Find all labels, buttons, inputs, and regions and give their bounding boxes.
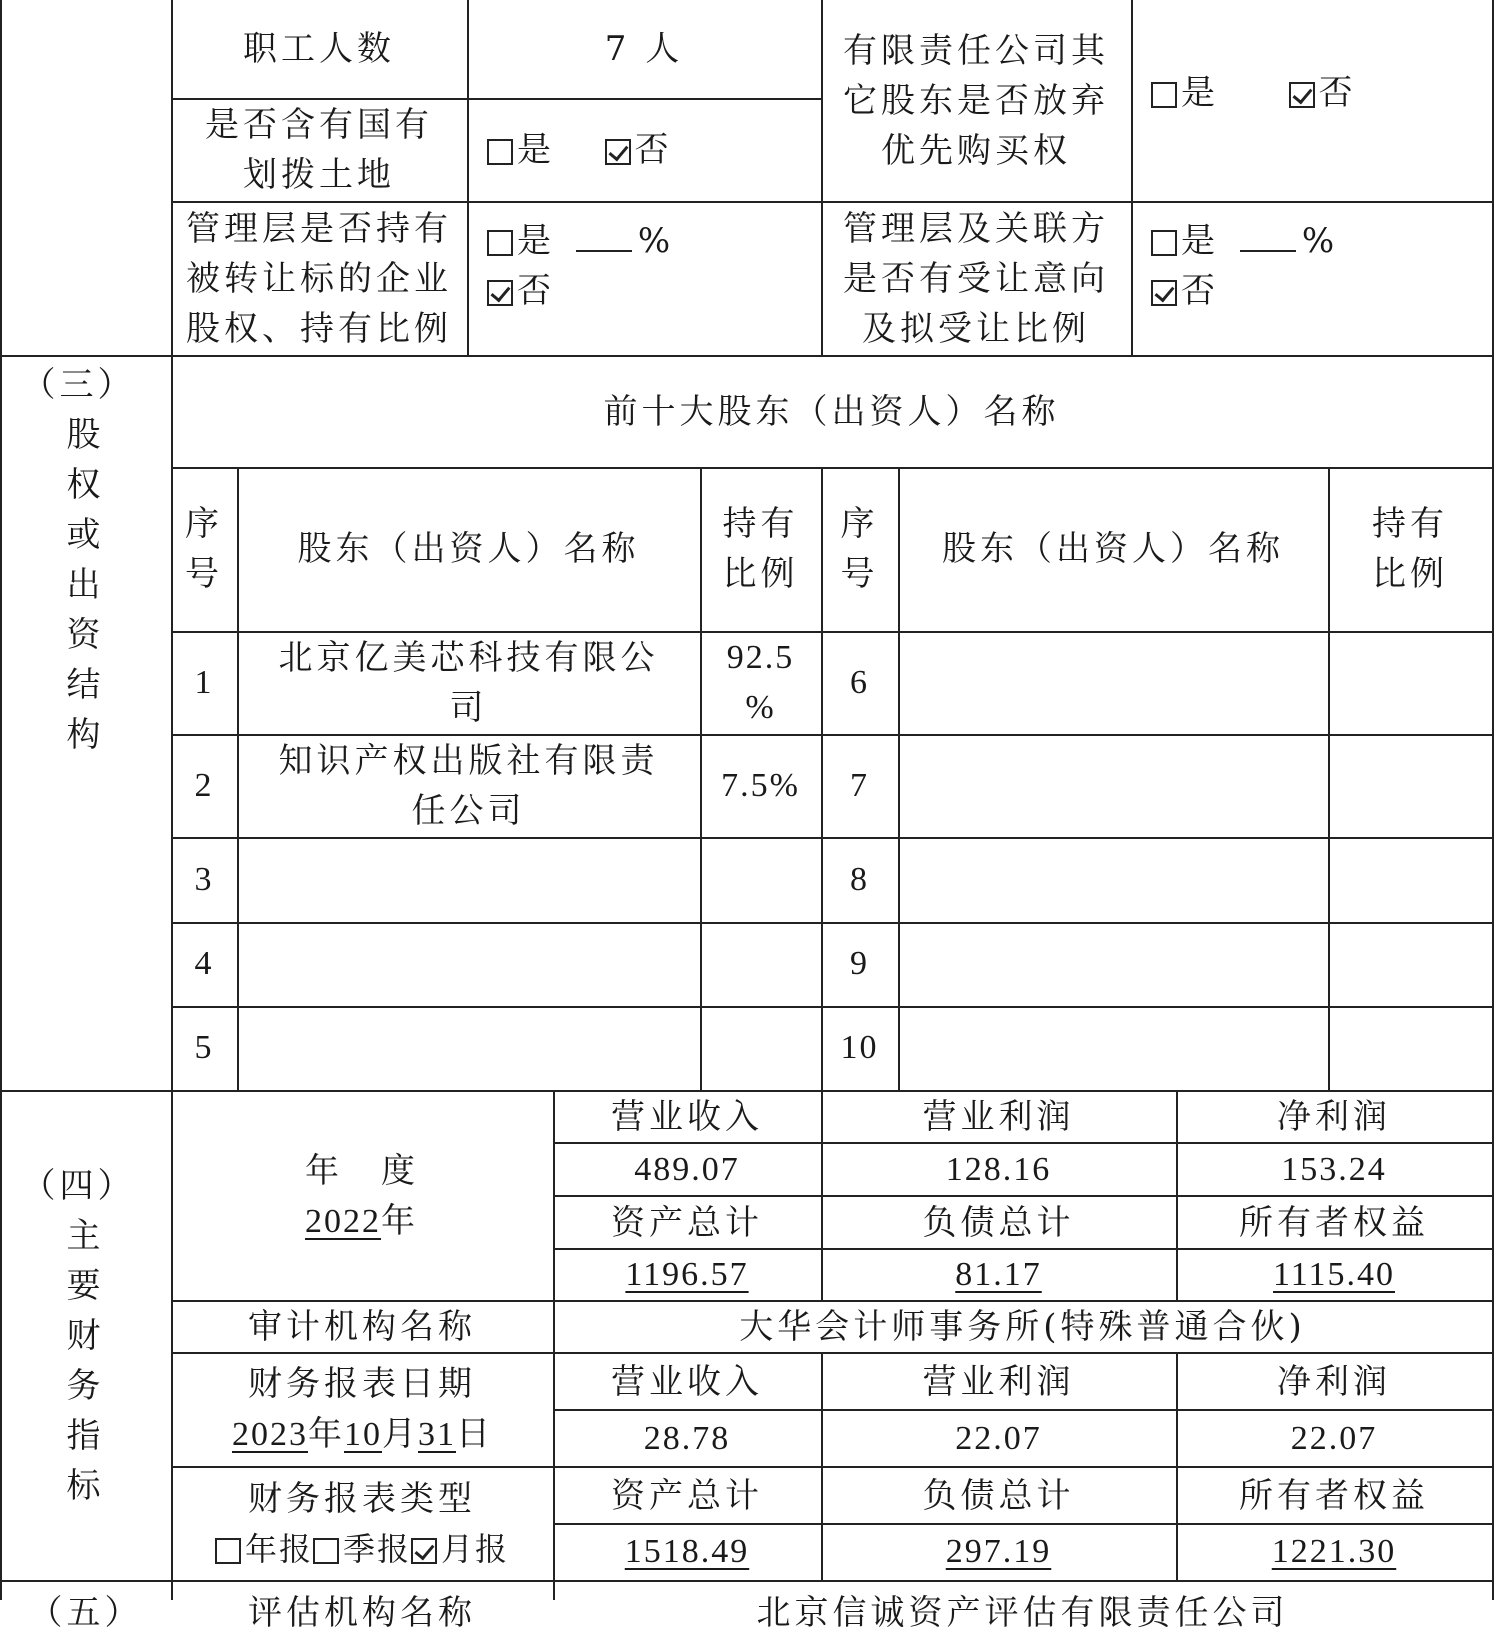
equity-section-char: 结 xyxy=(66,665,105,705)
mgmt-intent-pct-blank[interactable] xyxy=(1240,220,1296,252)
other-holders-options: 是 否 xyxy=(1131,0,1492,185)
report-date: 财务报表日期 2023年10月31日 xyxy=(232,1364,492,1454)
equity-section-char: 构 xyxy=(66,715,105,755)
finance-section-char: 要 xyxy=(66,1266,105,1306)
appraisal-section-label: （五） xyxy=(28,1593,143,1633)
mgmt-hold-pct-blank[interactable] xyxy=(576,220,632,252)
report-type: 财务报表类型 年报 季报 月报 xyxy=(171,1467,553,1580)
finance-section-char: 主 xyxy=(66,1216,105,1256)
m-liabilities-value: 297.19 xyxy=(945,1533,1052,1570)
state-land-no-checkbox[interactable] xyxy=(605,139,631,165)
col-ratio-right: 持有 比例 xyxy=(1372,504,1448,594)
row-1-ratio: 92.5 % xyxy=(726,638,795,726)
finance-section-label-stack xyxy=(21,1161,136,1511)
row-1-seq: 1 xyxy=(194,663,214,701)
equity-section-label xyxy=(0,356,171,776)
m-net-profit-label: 净利润 xyxy=(1277,1361,1391,1402)
y-op-profit-label: 营业利润 xyxy=(922,1097,1075,1137)
mgmt-hold-label: 管理层是否持有 被转让标的企业 股权、持有比例 xyxy=(186,208,452,349)
y-net-profit-label: 净利润 xyxy=(1277,1097,1391,1137)
finance-section-char: 财 xyxy=(66,1316,105,1356)
y-liabilities-label: 负债总计 xyxy=(922,1202,1075,1243)
row-3-seq: 3 xyxy=(194,860,214,898)
equity-section-char: 权 xyxy=(66,465,105,505)
y-revenue-label: 营业收入 xyxy=(611,1097,763,1137)
equity-section-char: 股 xyxy=(66,415,105,455)
equity-section-char: 或 xyxy=(66,515,105,555)
row-2-seq: 2 xyxy=(194,766,214,804)
mgmt-hold-yes-checkbox[interactable] xyxy=(487,230,513,256)
m-op-profit-value: 22.07 xyxy=(955,1419,1042,1457)
row-8-seq: 8 xyxy=(850,860,869,898)
m-equity-value: 1221.30 xyxy=(1271,1533,1397,1570)
staff-value: 7 人 xyxy=(604,29,684,69)
mgmt-intent-yes-checkbox[interactable] xyxy=(1151,230,1177,256)
finance-section-char: 指 xyxy=(66,1416,105,1456)
finance-section-char: 标 xyxy=(66,1466,105,1506)
other-holders-yes-checkbox[interactable] xyxy=(1151,82,1177,108)
mgmt-hold-options: 是 % 否 xyxy=(467,201,821,331)
col-name-right: 股东（出资人）名称 xyxy=(942,529,1284,569)
row-7-seq: 7 xyxy=(850,766,869,804)
m-revenue-label: 营业收入 xyxy=(611,1361,763,1402)
type-month-checkbox[interactable] xyxy=(411,1538,437,1564)
col-seq-right: 序 号 xyxy=(840,504,879,594)
finance-section-char: 务 xyxy=(66,1366,105,1406)
auditor-value: 大华会计师事务所(特殊普通合伙) xyxy=(739,1306,1306,1347)
mgmt-intent-options: 是 % 否 xyxy=(1131,201,1492,331)
row-6-seq: 6 xyxy=(850,663,869,701)
type-quarter-checkbox[interactable] xyxy=(313,1538,339,1564)
y-op-profit-value: 128.16 xyxy=(945,1150,1052,1188)
other-holders-label: 有限责任公司其 它股东是否放弃 优先购买权 xyxy=(843,30,1109,171)
equity-title: 前十大股东（出资人）名称 xyxy=(603,391,1060,432)
row-2-name: 知识产权出版社有限责 任公司 xyxy=(278,740,659,831)
mgmt-hold-no-checkbox[interactable] xyxy=(487,280,513,306)
state-land-yes-checkbox[interactable] xyxy=(487,139,513,165)
mgmt-intent-no-checkbox[interactable] xyxy=(1151,280,1177,306)
col-ratio-left: 持有 比例 xyxy=(722,504,799,594)
appraiser-label: 评估机构名称 xyxy=(248,1593,476,1633)
row-2-ratio: 7.5% xyxy=(721,766,800,804)
type-annual-checkbox[interactable] xyxy=(215,1538,241,1564)
row-10-seq: 10 xyxy=(840,1029,879,1066)
equity-section-char: 资 xyxy=(66,615,105,655)
m-op-profit-label: 营业利润 xyxy=(922,1361,1075,1402)
equity-section-char: 出 xyxy=(66,565,105,605)
finance-section-label xyxy=(0,1091,171,1580)
equity-section-char: （三） xyxy=(21,365,136,405)
col-seq-left: 序 号 xyxy=(185,504,223,594)
m-assets-value: 1518.49 xyxy=(624,1533,750,1570)
row-9-seq: 9 xyxy=(850,945,869,982)
y-assets-value: 1196.57 xyxy=(625,1256,749,1293)
row-5-seq: 5 xyxy=(194,1029,214,1066)
state-land-label: 是否含有国有 划拨土地 xyxy=(205,104,433,195)
mgmt-intent-label: 管理层及关联方 是否有受让意向 及拟受让比例 xyxy=(843,208,1109,349)
row-4-seq: 4 xyxy=(194,945,214,982)
y-net-profit-value: 153.24 xyxy=(1281,1150,1387,1188)
equity-section-label-stack xyxy=(21,360,136,760)
y-equity-label: 所有者权益 xyxy=(1239,1202,1429,1243)
other-holders-no-checkbox[interactable] xyxy=(1289,82,1315,108)
m-assets-label: 资产总计 xyxy=(611,1475,763,1516)
y-liabilities-value: 81.17 xyxy=(955,1256,1042,1293)
row-1-name: 北京亿美芯科技有限公 司 xyxy=(278,637,659,728)
auditor-label: 审计机构名称 xyxy=(248,1306,476,1347)
m-revenue-value: 28.78 xyxy=(643,1419,731,1457)
y-assets-label: 资产总计 xyxy=(611,1202,763,1243)
state-land-options: 是 否 xyxy=(467,98,821,201)
finance-section-char: （四） xyxy=(21,1166,136,1206)
finance-year: 年 度 2022年 xyxy=(305,1150,419,1241)
appraiser-value: 北京信诚资产评估有限责任公司 xyxy=(756,1593,1289,1633)
col-name-left: 股东（出资人）名称 xyxy=(297,529,640,569)
y-equity-value: 1115.40 xyxy=(1273,1256,1395,1293)
m-equity-label: 所有者权益 xyxy=(1239,1475,1429,1516)
m-net-profit-value: 22.07 xyxy=(1290,1419,1378,1457)
y-revenue-value: 489.07 xyxy=(634,1150,740,1188)
m-liabilities-label: 负债总计 xyxy=(922,1475,1075,1516)
staff-label: 职工人数 xyxy=(243,29,395,69)
